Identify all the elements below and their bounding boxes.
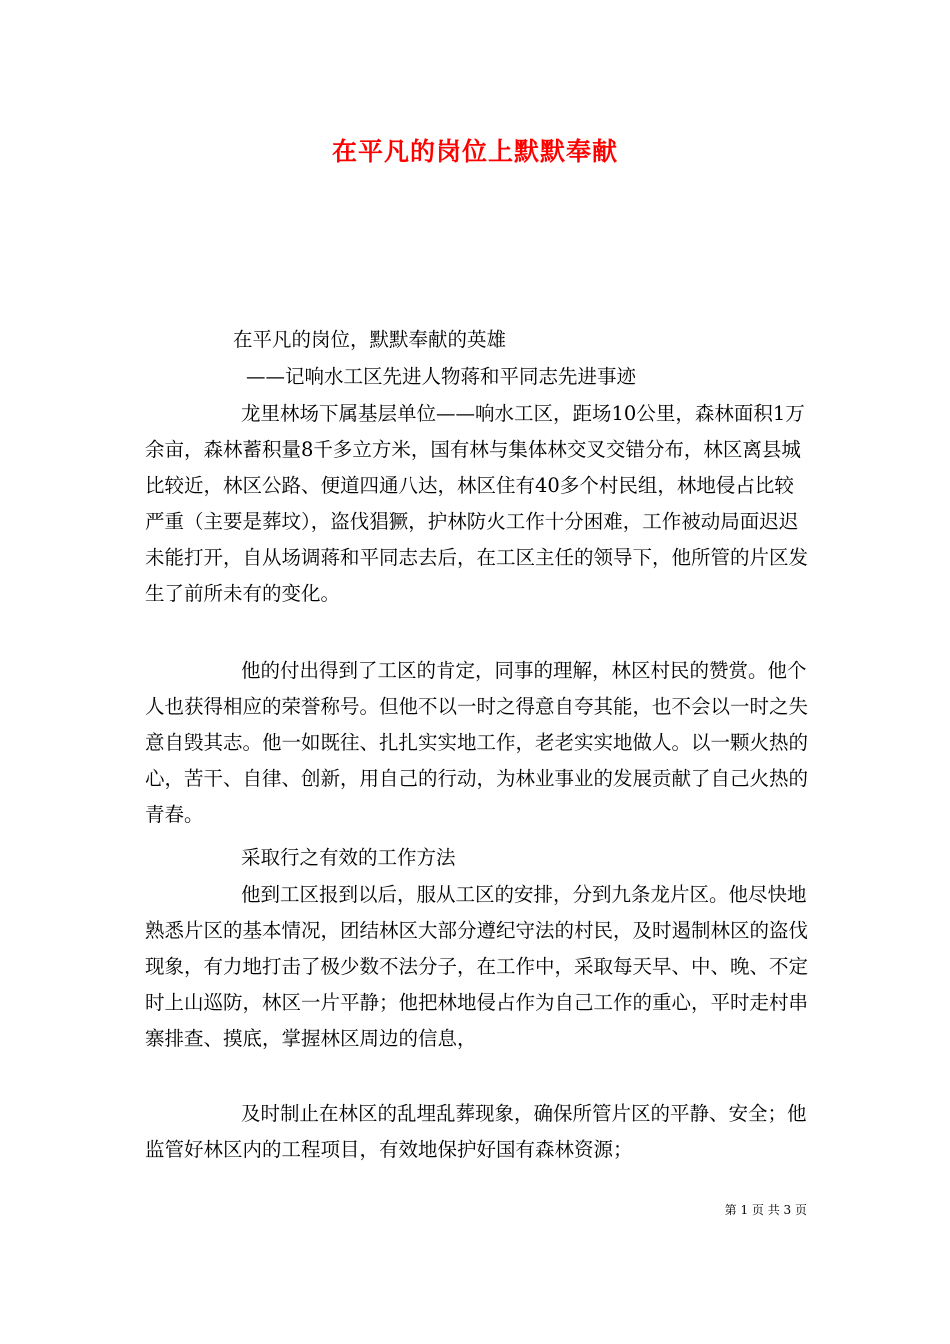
paragraph: 龙里林场下属基层单位——响水工区，距场10公里，森林面积1万余亩，森林蓄积量8千多立方米，国有林与集体林交叉交错分布，林区离县城比较近，林区公路、便道四通八达，林区住有40多个村民组，林地侵占比较严重（主要是葬坟），盗伐猖獗，护林防火工作十分困难，工作被动局面迟迟未能打开，自从场调蒋和平同志去后，在工区主任的领导下，他所管的片区发生了前所未有的变化。 <box>145 402 809 605</box>
subtitle: ——记响水工区先进人物蒋和平同志先进事迹 <box>246 365 637 388</box>
page-number: 第 1 页 共 3 页 <box>724 1203 807 1217</box>
document-title: 在平凡的岗位上默默奉献 <box>331 137 618 166</box>
paragraph: 及时制止在林区的乱埋乱葬现象，确保所管片区的平静、安全；他监管好林区内的工程项目，有效地保护好国有森林资源； <box>145 1102 807 1161</box>
paragraph: 他到工区报到以后，服从工区的安排，分到九条龙片区。他尽快地熟悉片区的基本情况，团结林区大部分遵纪守法的村民，及时遏制林区的盗伐现象，有力地打击了极少数不法分子，在工作中，采取每天早、中、晚、不定时上山巡防，林区一片平静；他把林地侵占作为自己工作的重心，平时走村串寨排查、摸底，掌握林区周边的信息， <box>145 883 809 1050</box>
paragraph: 他的付出得到了工区的肯定，同事的理解，林区村民的赞赏。他个人也获得相应的荣誉称号。但他不以一时之得意自夸其能，也不会以一时之失意自毁其志。他一如既往、扎扎实实地工作，老老实实地做人。以一颗火热的心，苦干、自律、创新，用自己的行动，为林业事业的发展贡献了自己火热的青春。 <box>145 659 809 826</box>
section-heading: 在平凡的岗位，默默奉献的英雄 <box>233 328 507 351</box>
section-heading: 采取行之有效的工作方法 <box>241 846 456 869</box>
